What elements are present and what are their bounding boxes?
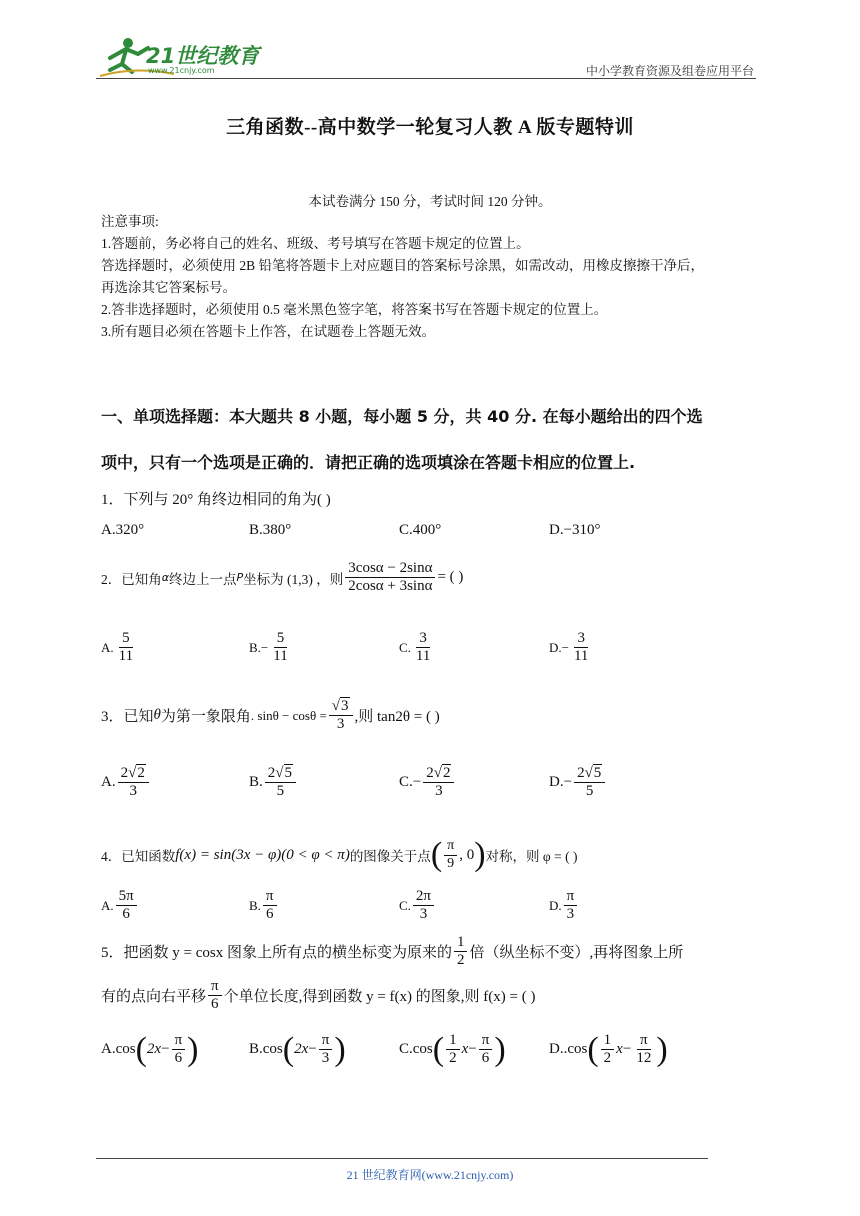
question-1-stem: 1．下列与 20° 角终边相同的角为( ) xyxy=(101,492,331,508)
q5-option-d: D.. cos ( $\frac{1}{2}$ x − $\frac{\pi}{12}$ ) xyxy=(549,1030,668,1068)
q4-option-c: C. $\frac{2\pi}{3}$ xyxy=(399,888,436,924)
q2-option-d: D. − $\frac{3}{11}$ xyxy=(549,630,589,665)
q1-option-c: C.400° xyxy=(399,522,442,538)
q1-option-d: D.−310° xyxy=(549,522,601,538)
q2-option-b: B. − $\frac{5}{11}$ xyxy=(249,630,288,665)
note-line: 2.答非选择题时，必须使用 0.5 毫米黑色签字笔，将答案书写在答题卡规定的位置上。 xyxy=(101,302,608,317)
question-5-line1: 5．把函数 y = cosx 图象上所有点的横坐标变为原来的 $\frac{1}{2}$ 倍（纵坐标不变）,再将图象上所 xyxy=(101,934,684,969)
q1-option-a: A.320° xyxy=(101,522,145,538)
platform-name: 中小学教育资源及组卷应用平台 xyxy=(585,64,754,78)
question-5-line2: 有的点向右平移 $\frac{\pi}{6}$ 个单位长度,得到函数 y = f(x) 的图象,则 f(x) = ( ) xyxy=(101,978,536,1013)
note-line: 再选涂其它答案标号。 xyxy=(101,280,236,295)
header-divider xyxy=(96,78,756,79)
footer-link[interactable]: 21 世纪教育网(www.21cnjy.com) xyxy=(346,1168,514,1182)
q2-fraction: $\frac{3\cos\alpha - 2\sin\alpha}{2\cos\alpha + 3\sin\alpha}$ xyxy=(345,560,435,596)
q5-option-b: B. cos ( 2x − $\frac{\pi}{3}$ ) xyxy=(249,1030,346,1068)
q2-option-a: A. $\frac{5}{11}$ xyxy=(101,630,134,665)
q3-option-b: B. $\frac{2√5}{5}$ xyxy=(249,765,298,801)
q3-option-a: A. $\frac{2√2}{3}$ xyxy=(101,765,151,801)
q3-option-c: C. − $\frac{2√2}{3}$ xyxy=(399,765,456,801)
q4-option-b: B. $\frac{\pi}{6}$ xyxy=(249,888,279,924)
q4-option-d: D. $\frac{\pi}{3}$ xyxy=(549,888,579,924)
q2-option-c: C. $\frac{3}{11}$ xyxy=(399,630,431,665)
note-line: 1.答题前，务必将自己的姓名、班级、考号填写在答题卡规定的位置上。 xyxy=(101,236,530,251)
logo-url: www.21cnjy.com xyxy=(148,66,215,75)
question-3-stem: 3．已知 θ 为第一象限角 . sinθ − cosθ = $\frac{√3}{3}$ ,则 tan2θ = ( ) xyxy=(101,698,440,733)
q1-option-b: B.380° xyxy=(249,522,292,538)
exam-info: 本试卷满分 150 分，考试时间 120 分钟。 xyxy=(308,194,552,209)
footer-divider xyxy=(96,1158,708,1159)
question-4-stem: 4．已知函数 f(x) = sin(3x − φ)(0 < φ < π) 的图像关于点 ( $\frac{\pi}{9}$ , 0 ) 对称，则 φ = ( ) xyxy=(101,836,578,873)
q5-option-c: C. cos ( $\frac{1}{2}$ x − $\frac{\pi}{6}$ ) xyxy=(399,1030,506,1068)
q3-option-d: D. − $\frac{2√5}{5}$ xyxy=(549,765,607,801)
section-heading-line2: 项中，只有一个选项是正确的．请把正确的选项填涂在答题卡相应的位置上. xyxy=(101,453,636,472)
note-line: 3.所有题目必须在答题卡上作答，在试题卷上答题无效。 xyxy=(101,324,436,339)
q4-option-a: A. $\frac{5\pi}{6}$ xyxy=(101,888,139,924)
site-logo xyxy=(96,36,266,80)
question-2-stem: 2．已知角 α 终边上一点 P 坐标为 (1,3) ，则 $\frac{3\cos\alpha - 2\sin\alpha}{2\cos\alpha + 3\sin\alpha}$ = ( ) xyxy=(101,560,464,595)
note-line: 答选择题时，必须使用 2B 铅笔将答题卡上对应题目的答案标号涂黑，如需改动，用橡皮擦擦干净后， xyxy=(101,258,705,273)
q5-option-a: A. cos ( 2x − $\frac{\pi}{6}$ ) xyxy=(101,1030,199,1068)
section-heading-line1: 一、单项选择题：本大题共 8 小题，每小题 5 分，共 40 分. 在每小题给出的四个选 xyxy=(101,407,703,426)
notes-heading: 注意事项: xyxy=(101,214,159,229)
page-title: 三角函数--高中数学一轮复习人教 A 版专题特训 xyxy=(226,117,634,138)
logo-text: 21世纪教育 xyxy=(146,44,260,68)
